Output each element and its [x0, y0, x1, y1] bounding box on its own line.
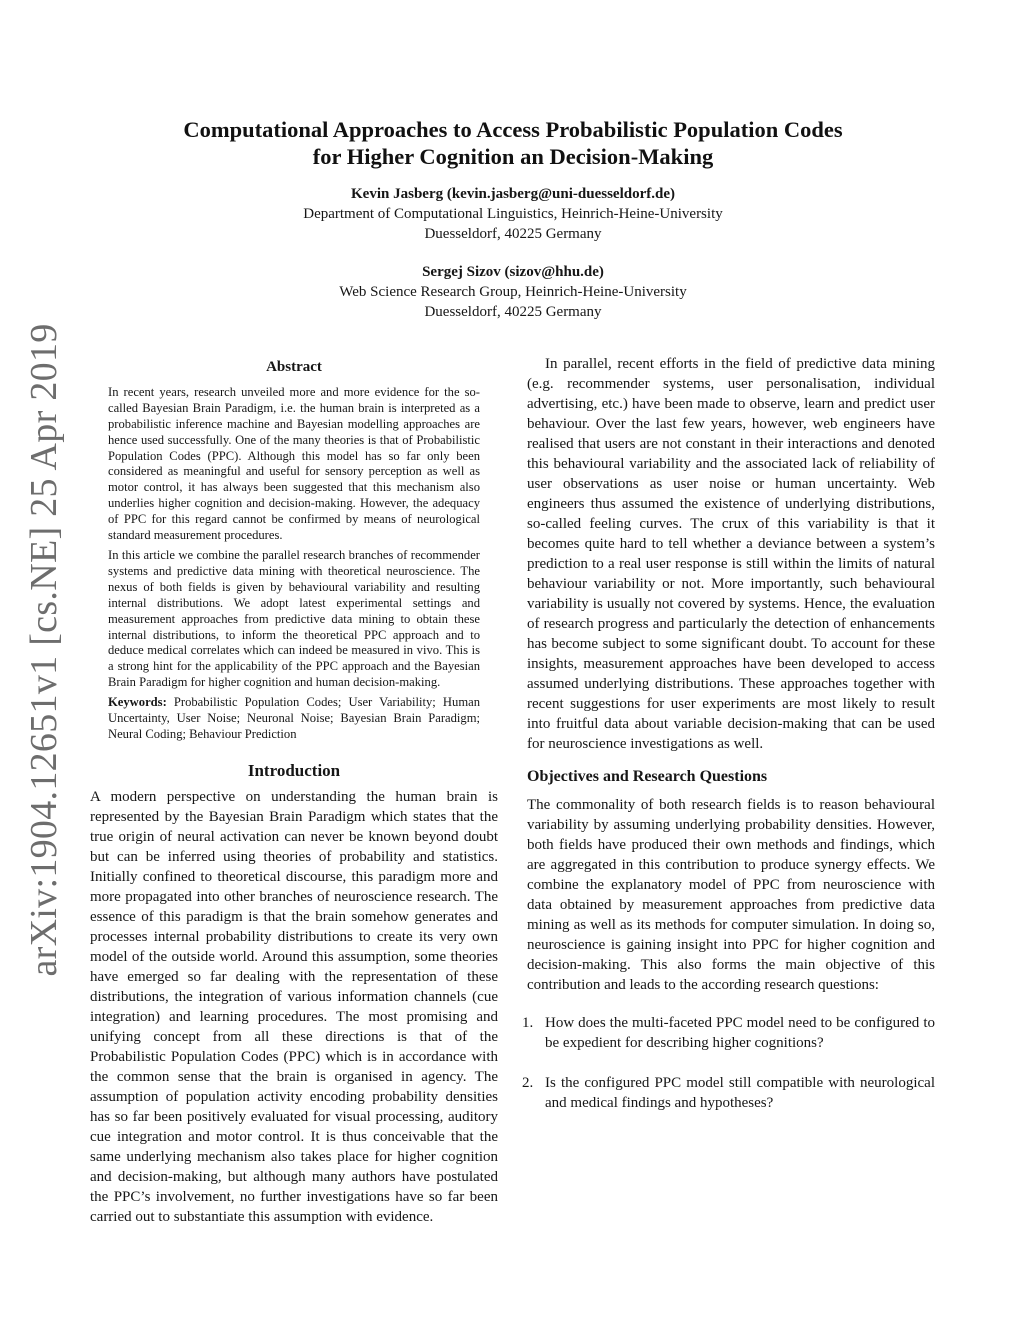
research-question-number: 2.	[522, 1075, 534, 1091]
author-affiliation-2: Web Science Research Group, Heinrich-Heine-University	[339, 284, 687, 300]
abstract-paragraph-1: In recent years, research unveiled more and more evidence for the so-called Bayesian Brain Paradigm, i.e. the human brain is interpreted as a probabilistic inference machine and Bayesian modelling approaches are hence used successfully. One of the many theories is that of Probabilistic Population Codes (PPC). Although this model has so far only been considered as meaningful and useful for sensory perception as well as motor control, it has always been suggested that this mechanism also underlies higher cognition and decision-making. However, the adequacy of PPC for this regard cannot be confirmed by means of neurological standard measurement procedures.	[108, 384, 480, 543]
keywords-label: Keywords:	[108, 695, 167, 710]
arxiv-identifier-text: arXiv:1904.12651v1 [cs.NE] 25 Apr 2019	[23, 323, 65, 977]
paper-header	[100, 116, 926, 322]
author-block-2	[100, 262, 926, 322]
research-question-item	[522, 1013, 935, 1053]
keywords-list: Probabilistic Population Codes; User Variability; Human Uncertainty, User Noise; Neuronal Noise; Bayesian Brain Paradigm; Neural Coding; Behaviour Prediction	[108, 695, 480, 741]
arxiv-identifier-stamp	[14, 323, 74, 977]
research-question-text: How does the multi-faceted PPC model need to be configured to be expedient for describing higher cognitions?	[545, 1015, 935, 1051]
author-affiliation-1: Department of Computational Linguistics, Heinrich-Heine-University	[303, 206, 723, 222]
paper-title	[100, 116, 926, 170]
research-question-text: Is the configured PPC model still compatible with neurological and medical findings and hypotheses?	[545, 1075, 935, 1111]
objectives-paragraph: The commonality of both research fields is to reason behavioural variability by assuming underlying probability densities. However, both fields have produced their own methods and findings, which are aggregated in this contribution to produce synergy effects. We combine the explanatory model of PPC from neuroscience with data obtained by measurement approaches from predictive data mining as well as its methods for computer simulation. In doing so, neuroscience is gaining insight into PPC for higher cognition and decision-making. This also forms the main objective of this contribution and leads to the according research questions:	[527, 797, 935, 993]
author-address-1: Duesseldorf, 40225 Germany	[424, 226, 602, 242]
objectives-heading: Objectives and Research Questions	[527, 768, 768, 785]
research-question-number: 1.	[522, 1015, 534, 1031]
introduction-paragraph-1: A modern perspective on understanding the human brain is represented by the Bayesian Brain Paradigm which states that the true origin of neural activation can never be known beyond doubt but can be inferred using theories of probability and statistics. Initially confined to theoretical discourse, this paradigm more and more propagated into other branches of neuroscience research. The essence of this paradigm is that the brain somehow generates and processes internal probability distributions to create its very own model of the outside world. Around this assumption, some theories have emerged so far dealing with the representation of these distributions, the integration of various information channels (cue integration) and learning procedures. The most promising and unifying concept from all these directions is that of the Probabilistic Population Codes (PPC) which is in accordance with the common sense that the brain is organised in agency. The assumption of population activity encoding probability densities has so far been positively evaluated for visual processing, auditory cue integration and motor control. It is thus conceivable that the same underlying mechanism also takes place for higher cognition and decision-making, but although many authors have postulated the PPC’s involvement, no further investigations have so far been carried out to substantiate this assumption with evidence.	[90, 788, 498, 1225]
abstract-paragraph-2: In this article we combine the parallel research branches of recommender systems and predictive data mining with theoretical neuroscience. The nexus of both fields is given by behavioural variability and resulting internal distributions. We adopt latest experimental settings and measurement approaches from predictive data mining to obtain these internal distributions, to inform the theoretical PPC approach and to deduce medical correlates which can indeed be measured in vivo. This is a strong hint for the applicability of the PPC approach and the Bayesian Brain Paradigm for higher cognition and human decision-making.	[108, 547, 480, 690]
right-column	[522, 352, 935, 1133]
research-questions-list	[522, 1013, 935, 1113]
keywords-paragraph	[108, 695, 480, 743]
left-column	[90, 360, 498, 1227]
research-question-item	[522, 1073, 935, 1113]
author-name-2: Sergej Sizov (sizov@hhu.de)	[422, 264, 604, 280]
author-address-2: Duesseldorf, 40225 Germany	[424, 304, 602, 320]
author-block-1	[100, 184, 926, 244]
abstract-section	[108, 360, 480, 743]
abstract-heading: Abstract	[266, 359, 322, 375]
introduction-paragraph-2: In parallel, recent efforts in the field of predictive data mining (e.g. recommender systems, user personalisation, individual advertising, etc.) have been made to observe, learn and predict user behaviour. Over the last few years, however, web engineers have realised that users are not constant in their interactions and denoted this behavioural variability and the associated lack of reliability of user observations as user noise or human uncertainty. Web engineers thus assumed the existence of underlying distributions, so-called feeling curves. The crux of this variability is that it becomes quite hard to tell whether a deviance between a system’s prediction to a real user response is still within the limits of natural behaviour variability or not. More importantly, such behavioural variability is usually not covered by systems. Hence, the evaluation of research progress and particularly the detection of enhancements has become subject to some significant doubt. To account for these insights, measurement approaches have been developed to access assumed underlying distributions. These approaches together with recent suggestions for user experiments are most likely to result into fruitful data about variable decision-making that can be used for neuroscience investigations as well.	[527, 356, 935, 752]
author-name-1: Kevin Jasberg (kevin.jasberg@uni-duesseldorf.de)	[351, 186, 675, 202]
introduction-heading: Introduction	[247, 760, 341, 780]
title-line-2: for Higher Cognition an Decision-Making	[312, 144, 714, 169]
title-line-1: Computational Approaches to Access Probabilistic Population Codes	[183, 117, 843, 142]
